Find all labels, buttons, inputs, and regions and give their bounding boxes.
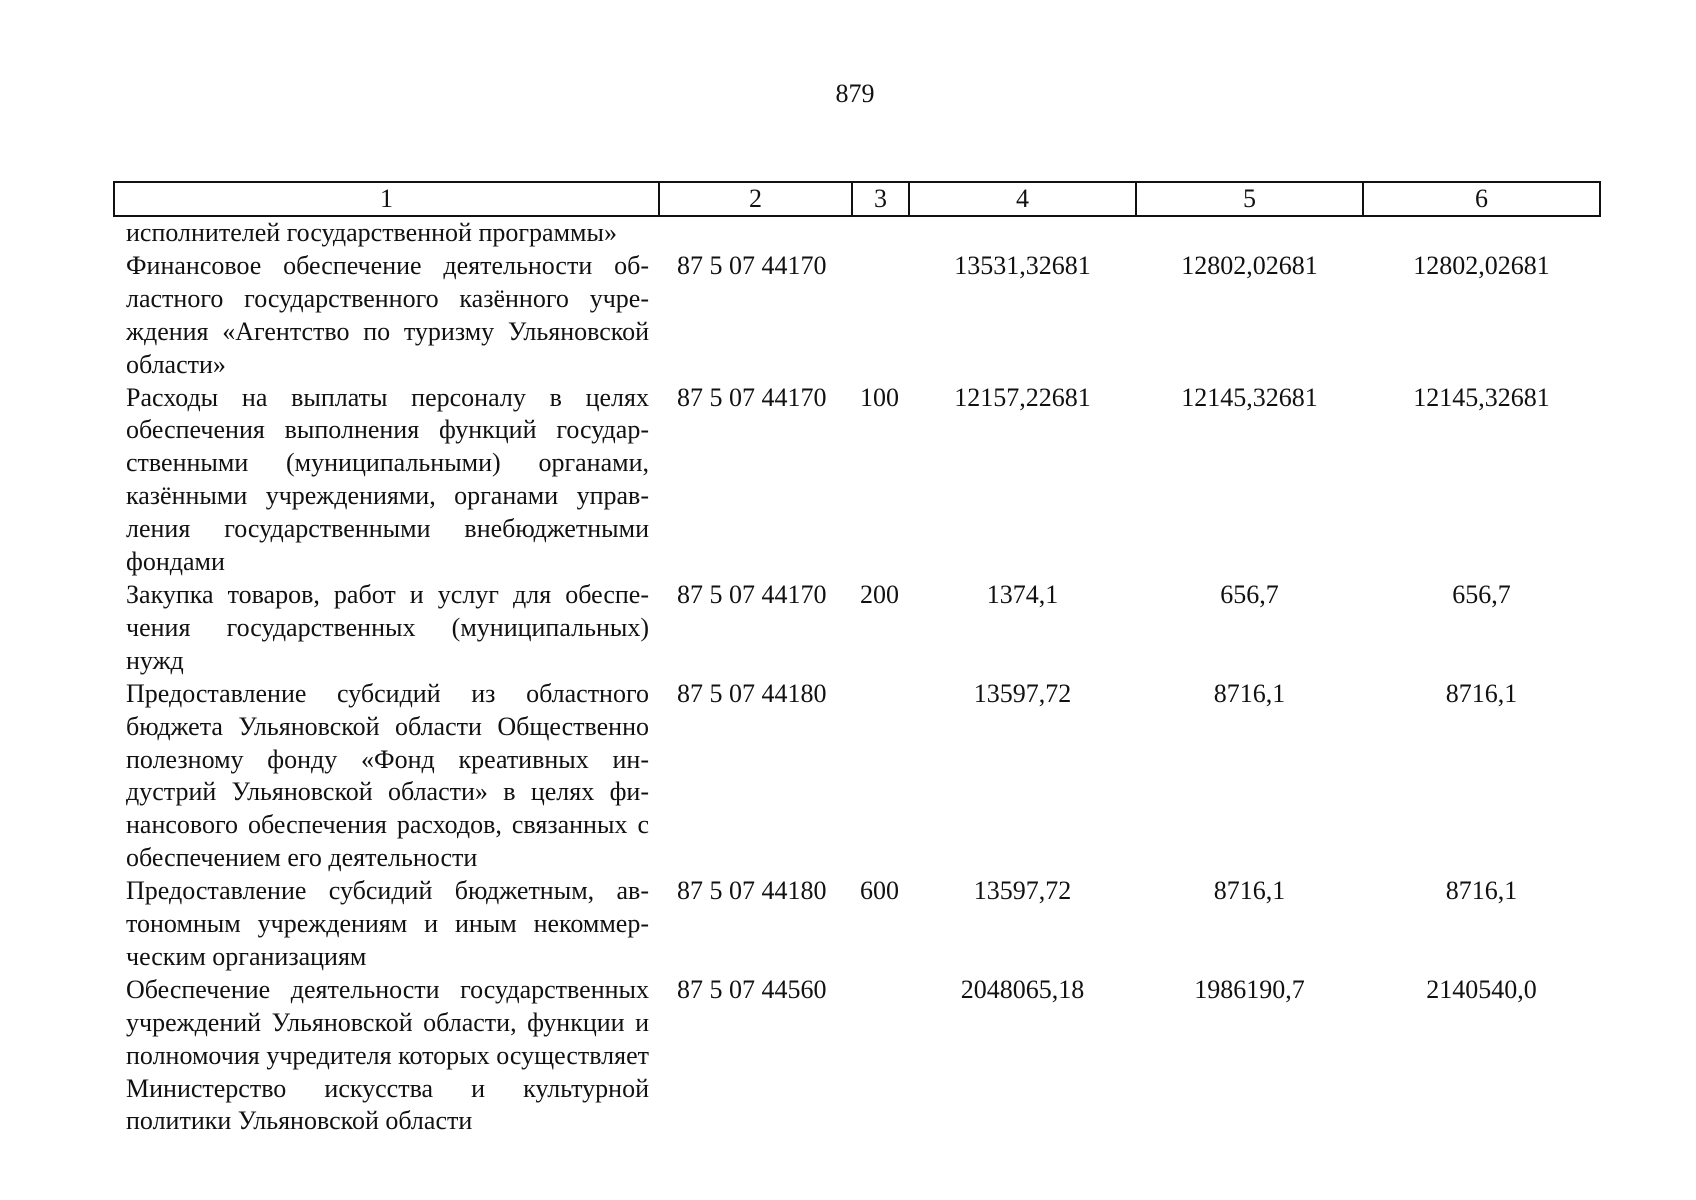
row-code: 87 5 07 44170 (677, 579, 827, 609)
row-name: Предоставление субсидий бюджетным, автономным учреждениям и иным некоммерческим организациям (126, 876, 649, 971)
row-code (659, 216, 852, 250)
row-code: 87 5 07 44560 (677, 974, 827, 1004)
column-header-4: 4 (909, 182, 1136, 216)
row-name: Закупка товаров, работ и услуг для обеспечения государственных (муниципальных) нужд (126, 579, 649, 675)
row-kind: 100 (860, 382, 899, 412)
row-code: 87 5 07 44180 (677, 876, 827, 906)
row-name: исполнителей государственной программы» (126, 218, 617, 247)
page-number: 879 (835, 79, 875, 108)
row-value-4: 12157,22681 (954, 382, 1091, 412)
row-value-6: 12802,02681 (1413, 250, 1550, 280)
row-name: Обеспечение деятельности государственных учреждений Ульяновской области, функции и полномочия учредителя которых осуществляет Министерство искусства и культурной политики Ульяновской области (126, 974, 649, 1136)
row-kind (852, 678, 909, 875)
row-value-5: 12145,32681 (1181, 382, 1318, 412)
table-row (114, 579, 1600, 678)
row-value-6: 12145,32681 (1413, 382, 1550, 412)
row-value-5: 8716,1 (1213, 876, 1286, 906)
row-value-5: 1986190,7 (1194, 974, 1305, 1004)
table-row (114, 216, 1600, 250)
row-kind: 200 (860, 579, 899, 609)
column-header-3: 3 (852, 182, 909, 216)
budget-table (113, 181, 1601, 1138)
column-header-5: 5 (1136, 182, 1363, 216)
row-value-4 (909, 216, 1136, 250)
table-row (114, 678, 1600, 875)
table-row (114, 250, 1600, 382)
row-code: 87 5 07 44170 (677, 250, 827, 280)
row-value-4: 1374,1 (986, 579, 1059, 609)
row-value-4: 13597,72 (973, 876, 1072, 906)
row-name: Расходы на выплаты персоналу в целях обеспечения выполнения функций государственными (муниципальными) органами, казёнными учреждениями, органами управления государственными внебюджетными фондами (126, 382, 649, 577)
row-kind (852, 250, 909, 382)
row-kind: 600 (860, 876, 899, 906)
row-value-5: 8716,1 (1213, 678, 1286, 708)
column-header-6: 6 (1363, 182, 1600, 216)
row-value-6: 656,7 (1452, 579, 1511, 609)
row-value-6: 8716,1 (1445, 678, 1518, 708)
row-value-4: 2048065,18 (960, 974, 1085, 1004)
row-name: Предоставление субсидий из областного бюджета Ульяновской области Общественно полезному фонду «Фонд креативных индустрий Ульяновской области» в целях финансового обеспечения расходов, связанных с обеспечением его деятельности (126, 678, 649, 873)
row-value-4: 13531,32681 (954, 250, 1091, 280)
table-body (114, 216, 1600, 1138)
table-header (114, 182, 1600, 216)
row-value-6: 2140540,0 (1426, 974, 1537, 1004)
column-header-2: 2 (659, 182, 852, 216)
row-value-5 (1136, 216, 1363, 250)
table-row (114, 382, 1600, 579)
row-value-6 (1363, 216, 1600, 250)
row-code: 87 5 07 44180 (677, 678, 827, 708)
row-kind (852, 216, 909, 250)
row-code: 87 5 07 44170 (677, 382, 827, 412)
header-row (114, 182, 1600, 216)
table-row (114, 974, 1600, 1139)
row-value-5: 12802,02681 (1181, 250, 1318, 280)
row-value-5: 656,7 (1220, 579, 1279, 609)
column-header-1: 1 (114, 182, 659, 216)
table-row (114, 875, 1600, 974)
row-name: Финансовое обеспечение деятельности областного государственного казённого учреждения «Агентство по туризму Ульяновской области» (126, 250, 649, 379)
row-kind (852, 974, 909, 1139)
row-value-4: 13597,72 (973, 678, 1072, 708)
row-value-6: 8716,1 (1445, 876, 1518, 906)
